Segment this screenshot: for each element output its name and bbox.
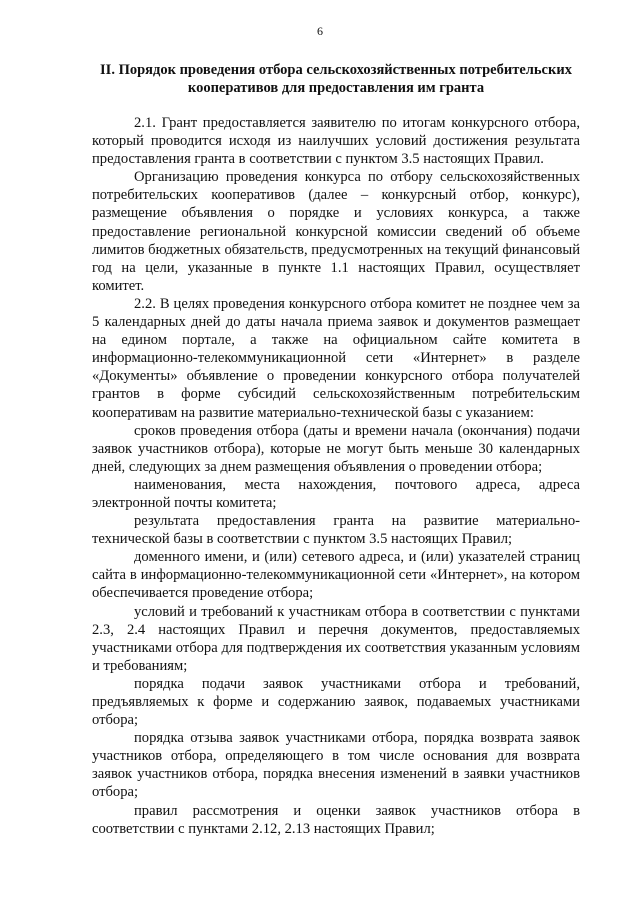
- paragraph: 2.1. Грант предоставляется заявителю по итогам конкурсного отбора, который проводится исходя из наилучших условий достижения результата предоставления гранта в соответствии с пунктом 3.5 настоящих Правил.: [92, 115, 580, 168]
- paragraph: условий и требований к участникам отбора в соответствии с пунктами 2.3, 2.4 настоящих Правил и перечня документов, предоставляемых участниками отбора для подтверждения их соответствия указанным условиям и требованиям;: [92, 603, 580, 674]
- paragraph: порядка подачи заявок участниками отбора и требований, предъявляемых к форме и содержанию заявок, подаваемых участниками отбора;: [92, 675, 580, 729]
- paragraph: Организацию проведения конкурса по отбору сельскохозяйственных потребительских кооперативов (далее – конкурсный отбор, конкурс), размещение объявления о порядке и условиях конкурса, а также предоставление региональной конкурсной комиссии сведений об объеме лимитов бюджетных обязательств, предусмотренных на текущий финансовый год на цели, указанные в пункте 1.1 настоящих Правил, осуществляет комитет.: [92, 169, 580, 294]
- paragraph: правил рассмотрения и оценки заявок участников отбора в соответствии с пунктами 2.12, 2.13 настоящих Правил;: [92, 802, 580, 837]
- paragraph: сроков проведения отбора (даты и времени начала (окончания) подачи заявок участников отбора), которые не могут быть меньше 30 календарных дней, следующих за днем размещения объявления о проведении отбора;: [92, 422, 580, 475]
- page-number: 6: [317, 24, 323, 38]
- paragraph: доменного имени, и (или) сетевого адреса, и (или) указателей страниц сайта в информационно-телекоммуникационной сети «Интернет», на котором обеспечивается проведение отбора;: [92, 549, 580, 602]
- section-heading: II. Порядок проведения отбора сельскохозяйственных потребительских кооперативов для предоставления им гранта: [100, 62, 572, 96]
- paragraph: результата предоставления гранта на развитие материально-технической базы в соответствии с пунктом 3.5 настоящих Правил;: [92, 513, 580, 548]
- paragraph: наименования, места нахождения, почтового адреса, адреса электронной почты комитета;: [92, 476, 580, 511]
- section-body: [92, 114, 580, 838]
- paragraph: 2.2. В целях проведения конкурсного отбора комитет не позднее чем за 5 календарных дней до даты начала приема заявок и документов размещает на едином портале, а также на официальном сайте комитета в информационно-телекоммуникационной сети «Интернет» в разделе «Документы» объявление о проведении конкурсного отбора получателей грантов в форме субсидий сельскохозяйственным потребительским кооперативам на развитие материально-технической базы с указанием:: [92, 295, 580, 421]
- paragraph: порядка отзыва заявок участниками отбора, порядка возврата заявок участников отбора, определяющего в том числе основания для возврата заявок участников отбора, порядка внесения изменений в заявки участников отбора;: [92, 730, 580, 801]
